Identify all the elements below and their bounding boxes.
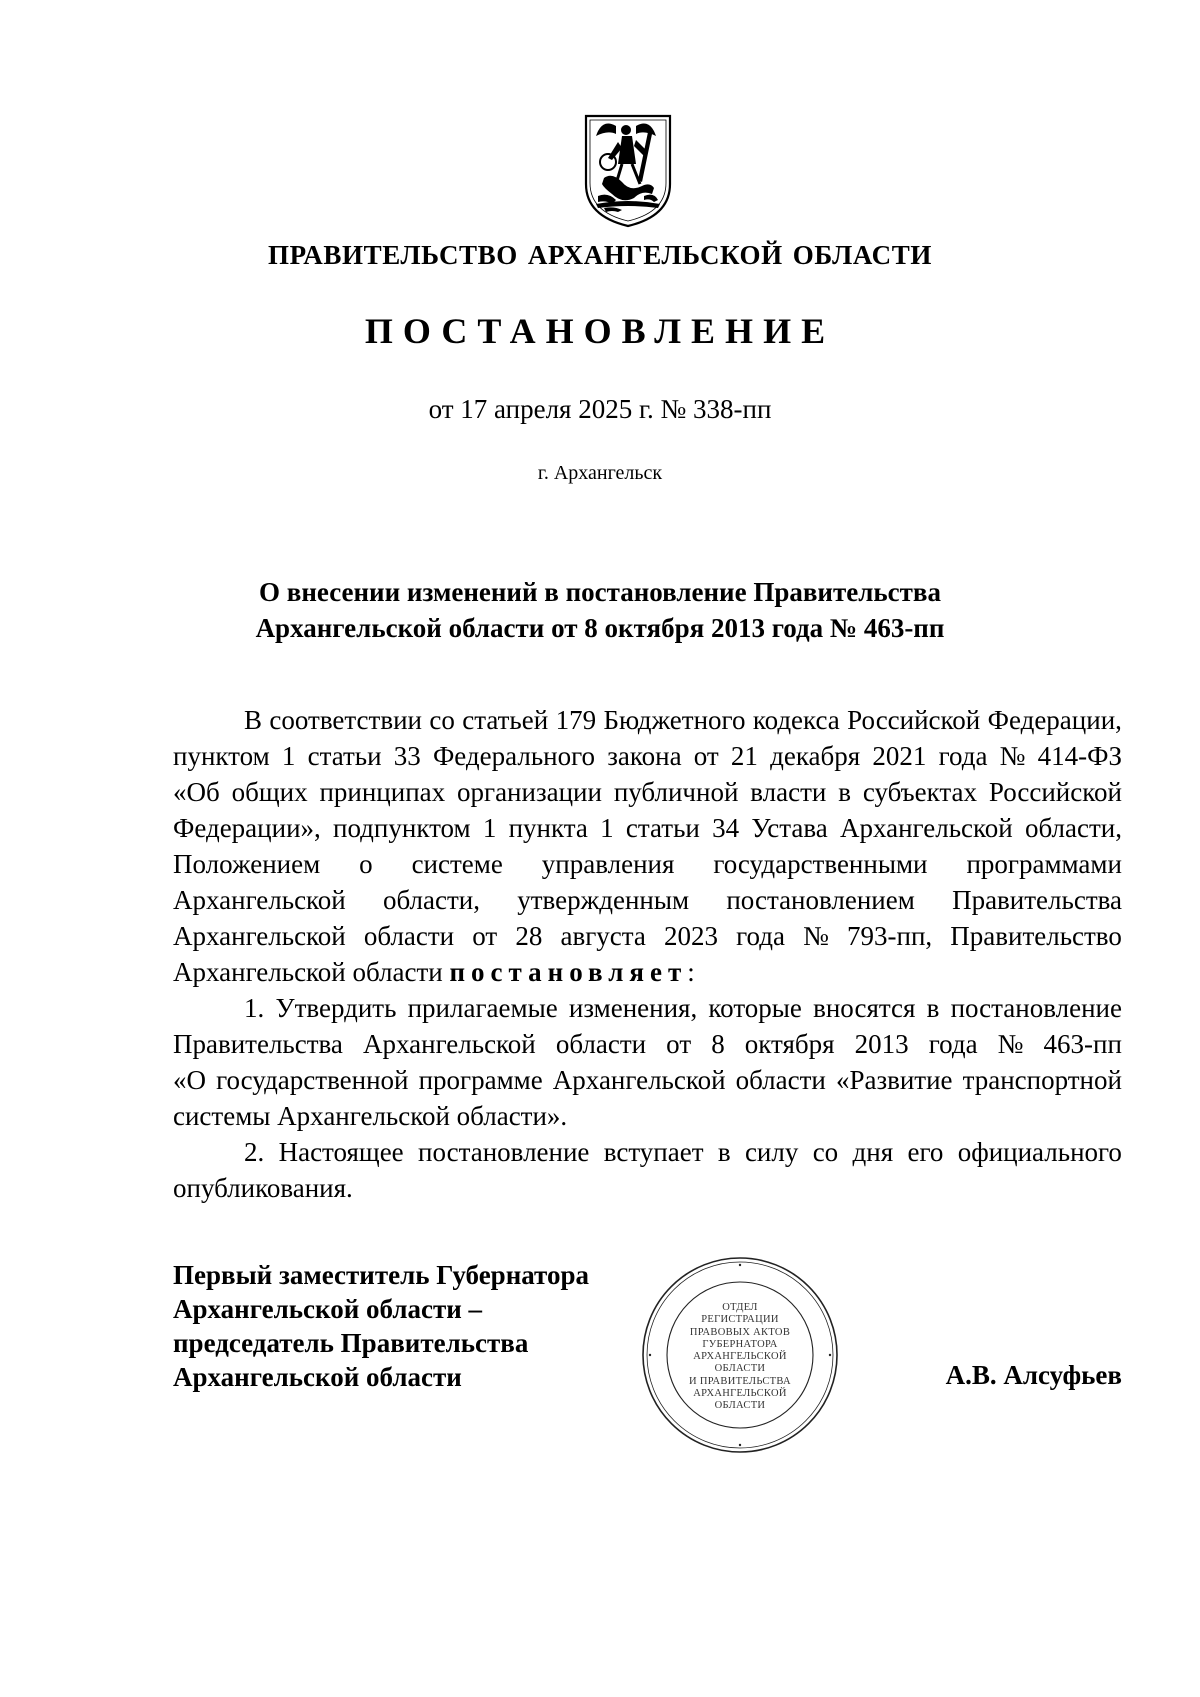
- body-word: «Развитие: [835, 1065, 953, 1095]
- body-word: постановлением: [726, 885, 915, 915]
- body-word: 793-пп,: [847, 921, 933, 951]
- stamp-line: ОБЛАСТИ: [714, 1400, 766, 1412]
- signatory-position-line: председатель Правительства: [173, 1328, 529, 1358]
- body-word: года: [928, 1029, 978, 1059]
- body-word: Федерации»,: [173, 813, 321, 843]
- body-word: 2021: [872, 741, 927, 771]
- stamp-line: РЕГИСТРАЦИИ: [701, 1314, 779, 1326]
- stamp-line: ОТДЕЛ: [722, 1302, 758, 1313]
- body-word: соответствии: [269, 705, 422, 735]
- body-word: №: [803, 921, 829, 951]
- body-word: «Об: [173, 777, 220, 807]
- stamp-line: АРХАНГЕЛЬСКОЙ: [693, 1351, 787, 1363]
- body-word: 414-ФЗ: [1037, 741, 1122, 771]
- body-word: общих: [231, 777, 308, 807]
- body-word: пункта: [508, 813, 588, 843]
- body-word: 2.: [244, 1137, 265, 1167]
- body-line-text: системы Архангельской области».: [173, 1101, 568, 1131]
- body-line-text: опубликования.: [173, 1173, 353, 1203]
- body-word: 8: [711, 1029, 725, 1059]
- body-line: [173, 702, 1122, 738]
- body-line: [173, 990, 1122, 1026]
- body-word: Бюджетного: [603, 705, 746, 735]
- body-word: Правительства: [173, 1029, 343, 1059]
- body-word: программе: [418, 1065, 543, 1095]
- arkhangelsk-coat-of-arms-icon: [582, 112, 674, 228]
- body-word: области: [363, 921, 455, 951]
- body-line-text: Архангельской области: [173, 957, 450, 987]
- body-word: со: [812, 1137, 839, 1167]
- body-word: В: [244, 705, 263, 735]
- body-word: о: [359, 849, 373, 879]
- body-line: [173, 1170, 1122, 1206]
- signatory-position-line: Архангельской области: [173, 1362, 462, 1392]
- body-word: управления: [541, 849, 675, 879]
- body-word: 28: [515, 921, 543, 951]
- body-word: 2023: [664, 921, 718, 951]
- document-date-number: от 17 апреля 2025 г. № 338-пп: [428, 394, 772, 424]
- body-line: [173, 846, 1122, 882]
- body-word: 21: [730, 741, 758, 771]
- body-word: статьи: [625, 813, 700, 843]
- government-word-1: ПРАВИТЕЛЬСТВО: [268, 240, 518, 270]
- body-word: вступает: [603, 1137, 704, 1167]
- signatory-position: [173, 1258, 589, 1394]
- body-word: утвержденным: [517, 885, 690, 915]
- body-word: системе: [411, 849, 503, 879]
- body-word: постановление: [950, 993, 1122, 1023]
- body-word: прилагаемые: [407, 993, 558, 1023]
- body-word: Правительство: [950, 921, 1122, 951]
- body-word: №: [997, 1029, 1024, 1059]
- body-word: 179: [555, 705, 597, 735]
- body-word: 1.: [244, 993, 265, 1023]
- body-word: государственной: [216, 1065, 409, 1095]
- body-word: подпунктом: [333, 813, 471, 843]
- body-word: Устава: [751, 813, 828, 843]
- body-word: дня: [852, 1137, 894, 1167]
- government-name: [0, 240, 1200, 271]
- body-word: Российской: [847, 705, 981, 735]
- body-word: 1: [482, 813, 497, 843]
- body-word: области,: [1024, 813, 1122, 843]
- body-word: принципах: [319, 777, 446, 807]
- body-word: 2013: [854, 1029, 909, 1059]
- body-line: [173, 882, 1122, 918]
- body-word: 1: [600, 813, 614, 843]
- body-word: его: [907, 1137, 944, 1167]
- body-word: транспортной: [962, 1065, 1122, 1095]
- body-word: области: [735, 1065, 826, 1095]
- body-line: [173, 1026, 1122, 1062]
- government-word-3: ОБЛАСТИ: [792, 240, 932, 270]
- body-word: Архангельской: [552, 1065, 726, 1095]
- body-word: 1: [281, 741, 296, 771]
- body-word: субъектах: [862, 777, 977, 807]
- body-word: Архангельской: [363, 1029, 536, 1059]
- body-word: области: [555, 1029, 647, 1059]
- body-line: [173, 918, 1122, 954]
- body-word: 33: [393, 741, 421, 771]
- body-word: статьей: [462, 705, 549, 735]
- body-word: изменения,: [568, 993, 698, 1023]
- body-word: в: [717, 1137, 731, 1167]
- body-word: от: [666, 1029, 692, 1059]
- body-word: закона: [607, 741, 682, 771]
- government-word-2: АРХАНГЕЛЬСКОЙ: [527, 240, 783, 270]
- body-line-text: :: [687, 957, 695, 987]
- document-type: ПОСТАНОВЛЕНИЕ: [364, 311, 836, 351]
- body-word: от: [693, 741, 719, 771]
- body-word: года: [938, 741, 988, 771]
- body-word: статьи: [307, 741, 382, 771]
- signatory-position-line: Первый заместитель Губернатора: [173, 1260, 589, 1290]
- body-line: [173, 1098, 1122, 1134]
- body-word: Архангельской: [839, 813, 1013, 843]
- body-line: [173, 1062, 1122, 1098]
- body-word: октября: [744, 1029, 835, 1059]
- body-line: [173, 954, 1122, 990]
- stamp-line: ГУБЕРНАТОРА: [702, 1338, 778, 1350]
- body-line: [173, 810, 1122, 846]
- body-word: года: [736, 921, 785, 951]
- body-word: Федерации,: [987, 705, 1122, 735]
- title-line: О внесении изменений в постановление Правительства: [259, 577, 941, 607]
- body-word: Правительства: [952, 885, 1122, 915]
- body-word: августа: [560, 921, 646, 951]
- body-word: публичной: [613, 777, 739, 807]
- stamp-center-text: [665, 1302, 815, 1413]
- stamp-line: И ПРАВИТЕЛЬСТВА: [689, 1375, 791, 1387]
- body-word: официального: [957, 1137, 1122, 1167]
- body-word: в: [838, 777, 851, 807]
- resolves-verb: постановляет: [449, 957, 688, 987]
- body-word: вносятся: [813, 993, 916, 1023]
- body-word: от: [472, 921, 498, 951]
- body-word: постановление: [418, 1137, 590, 1167]
- body-word: пунктом: [173, 741, 270, 771]
- document-title: [150, 574, 1050, 646]
- signatory-position-line: Архангельской области –: [173, 1294, 483, 1324]
- body-word: со: [429, 705, 455, 735]
- body-word: Настоящее: [278, 1137, 404, 1167]
- body-word: организации: [457, 777, 602, 807]
- body-word: Утвердить: [275, 993, 397, 1023]
- body-word: №: [999, 741, 1026, 771]
- body-word: Российской: [988, 777, 1122, 807]
- body-word: Архангельской: [173, 885, 346, 915]
- body-word: 34: [712, 813, 740, 843]
- body-line: [173, 1134, 1122, 1170]
- body-word: Федерального: [432, 741, 596, 771]
- body-word: которые: [708, 993, 802, 1023]
- body-word: кодекса: [752, 705, 840, 735]
- body-word: государственными: [713, 849, 928, 879]
- document-city: г. Архангельск: [537, 462, 663, 484]
- body-word: силу: [744, 1137, 799, 1167]
- body-word: декабря: [770, 741, 861, 771]
- body-line: [173, 774, 1122, 810]
- stamp-line: ПРАВОВЫХ АКТОВ: [689, 1326, 791, 1338]
- signatory-name: А.В. Алсуфьев: [945, 1360, 1122, 1390]
- stamp-line: АРХАНГЕЛЬСКОЙ: [693, 1388, 787, 1400]
- body-word: в: [926, 993, 940, 1023]
- document-body: [173, 702, 1122, 1206]
- body-word: Архангельской: [173, 921, 346, 951]
- body-word: «О: [173, 1065, 206, 1095]
- body-word: программами: [966, 849, 1122, 879]
- stamp-line: ОБЛАСТИ: [714, 1363, 766, 1375]
- body-line: [173, 738, 1122, 774]
- body-word: власти: [750, 777, 827, 807]
- body-word: области,: [382, 885, 480, 915]
- body-word: 463-пп: [1043, 1029, 1122, 1059]
- title-line: Архангельской области от 8 октября 2013 года № 463-пп: [255, 613, 945, 643]
- body-word: Положением: [173, 849, 321, 879]
